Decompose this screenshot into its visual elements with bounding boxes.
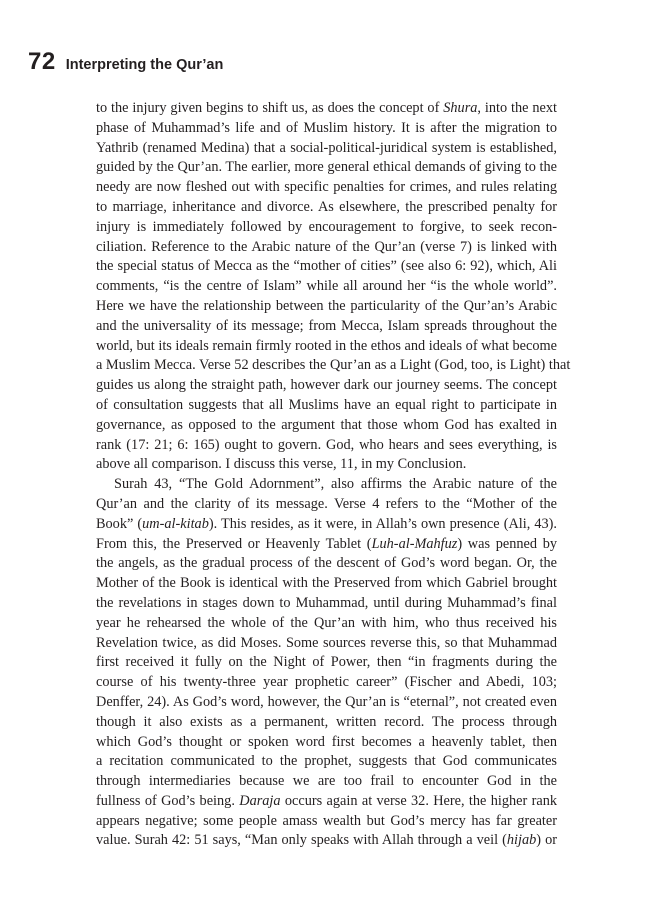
italic-term: um-al-kitab	[142, 515, 209, 532]
text-line	[96, 455, 557, 475]
text-line	[96, 119, 557, 139]
text-run: Yathrib (renamed Medina) that a social-political-juridical system is established,	[96, 139, 557, 156]
text-run: governance, as opposed to the argument that those whom God has exalted in	[96, 416, 557, 433]
text-line	[96, 356, 571, 376]
text-line	[96, 574, 557, 594]
italic-term: Luh-al-Mahfuz	[371, 535, 458, 552]
text-run: Qur’an and the clarity of its message. Verse 4 refers to the “Mother of the	[96, 495, 557, 512]
text-line	[96, 634, 557, 654]
paragraph	[96, 99, 571, 475]
text-run: value. Surah 42: 51 says, “Man only speaks with Allah through a veil (	[96, 832, 507, 849]
text-run: fullness of God’s being.	[96, 792, 240, 809]
text-run: , into the next	[477, 100, 558, 116]
text-line	[96, 198, 557, 218]
text-run: ciliation. Reference to the Arabic nature of the Qur’an (verse 7) is linked with	[96, 238, 557, 255]
text-run: Here we have the relationship between the particularity of the Qur’an’s Arabic	[96, 297, 557, 314]
text-run: Surah 43, “The Gold Adornment”, also affirms the Arabic nature of the	[114, 476, 557, 493]
text-line	[96, 218, 557, 238]
text-line	[96, 475, 557, 495]
text-run: world, but its ideals remain firmly rooted in the ethos and ideals of what become	[96, 337, 557, 354]
text-run: occurs again at verse 32. Here, the higher rank	[280, 792, 557, 809]
text-line	[96, 673, 557, 693]
text-line	[96, 792, 557, 812]
text-line	[96, 693, 557, 713]
text-line	[96, 594, 557, 614]
text-line	[96, 158, 557, 178]
text-line	[96, 238, 557, 258]
text-line	[96, 772, 557, 792]
text-line	[96, 614, 557, 634]
text-run: Book” (	[96, 515, 143, 532]
text-line	[96, 733, 557, 753]
text-line	[96, 436, 557, 456]
text-run: through intermediaries because we are too frail to encounter God in the	[96, 773, 557, 790]
page-number: 72	[28, 48, 56, 75]
text-run: to the injury given begins to shift us, as does the concept of	[96, 100, 444, 116]
text-run: ). This resides, as it were, in Allah’s own presence (Ali, 43).	[208, 515, 557, 532]
text-run: Mother of the Book is identical with the Preserved from which Gabriel brought	[96, 575, 557, 592]
text-line	[96, 416, 557, 436]
italic-term: Shura	[443, 100, 478, 116]
text-line	[96, 713, 557, 733]
text-run: to marriage, inheritance and divorce. As elsewhere, the prescribed penalty for	[96, 198, 557, 215]
text-run: rank (17: 21; 6: 165) ought to govern. God, who hears and sees everything, is	[96, 436, 557, 453]
text-run: Revelation twice, as did Moses. Some sources reverse this, so that Muhammad	[96, 634, 557, 651]
text-run: needy are now fleshed out with specific penalties for crimes, and rules relating	[96, 179, 557, 196]
text-line	[96, 277, 557, 297]
text-line	[96, 139, 557, 159]
text-line	[96, 554, 557, 574]
text-run: course of his twenty-three year prophetic career” (Fischer and Abedi, 103;	[96, 674, 557, 691]
paragraph	[96, 475, 557, 851]
text-run: though it also exists as a permanent, written record. The process through	[96, 713, 557, 730]
italic-term: hijab	[506, 832, 537, 849]
text-run: first received it fully on the Night of Power, then “in fragments during the	[96, 654, 557, 671]
text-run: the special status of Mecca as the “mother of cities” (see also 6: 92), which, Ali	[96, 258, 557, 275]
text-line	[96, 535, 557, 555]
text-line	[96, 317, 557, 337]
running-head	[28, 48, 223, 78]
text-run: the angels, as the gradual process of the descent of God’s word began. Or, the	[96, 555, 557, 572]
running-title: Interpreting the Qur’an	[65, 57, 224, 73]
text-run: injury is immediately followed by encouragement to forgive, to seek recon-	[96, 218, 557, 235]
text-line	[96, 515, 557, 535]
text-line	[96, 337, 557, 357]
text-run: appears negative; some people amass wealth but God’s mercy has far greater	[96, 812, 557, 829]
text-run: a recitation communicated to the prophet, suggests that God communicates	[96, 753, 557, 770]
text-run: ) or	[536, 832, 557, 849]
text-run: the revelations in stages down to Muhammad, until during Muhammad’s final	[96, 594, 557, 611]
text-line	[96, 257, 557, 277]
text-run: which God’s thought or spoken word first becomes a heavenly tablet, then	[96, 733, 557, 750]
text-run: guides us along the straight path, however dark our journey seems. The concept	[96, 377, 557, 394]
text-line	[96, 376, 557, 396]
text-line	[96, 812, 557, 832]
text-line	[96, 831, 557, 851]
text-run: ) was penned by	[457, 535, 557, 552]
text-run: and the universality of its message; from Mecca, Islam spreads throughout the	[96, 317, 557, 334]
italic-term: Daraja	[239, 792, 281, 809]
text-run: year he rehearsed the whole of the Qur’an with him, who thus received his	[96, 614, 557, 631]
text-line	[96, 99, 557, 119]
text-line	[96, 178, 557, 198]
text-run: above all comparison. I discuss this verse, 11, in my Conclusion.	[96, 456, 467, 473]
text-run: Denffer, 24). As God’s word, however, the Qur’an is “eternal”, not created even	[96, 693, 557, 710]
text-run: guided by the Qur’an. The earlier, more general ethical demands of giving to the	[96, 159, 557, 176]
text-run: a Muslim Mecca. Verse 52 describes the Qur’an as a Light (God, too, is Light) that	[96, 357, 571, 374]
text-run: of consultation suggests that all Muslims have an equal right to participate in	[96, 396, 557, 413]
text-run: phase of Muhammad’s life and of Muslim history. It is after the migration to	[96, 119, 557, 136]
body-text	[96, 99, 571, 851]
text-line	[96, 396, 557, 416]
text-line	[96, 752, 557, 772]
text-run: comments, “is the centre of Islam” while all around her “is the whole world”.	[96, 278, 557, 295]
text-line	[96, 653, 557, 673]
text-line	[96, 495, 557, 515]
text-line	[96, 297, 557, 317]
text-run: From this, the Preserved or Heavenly Tablet (	[96, 535, 372, 552]
